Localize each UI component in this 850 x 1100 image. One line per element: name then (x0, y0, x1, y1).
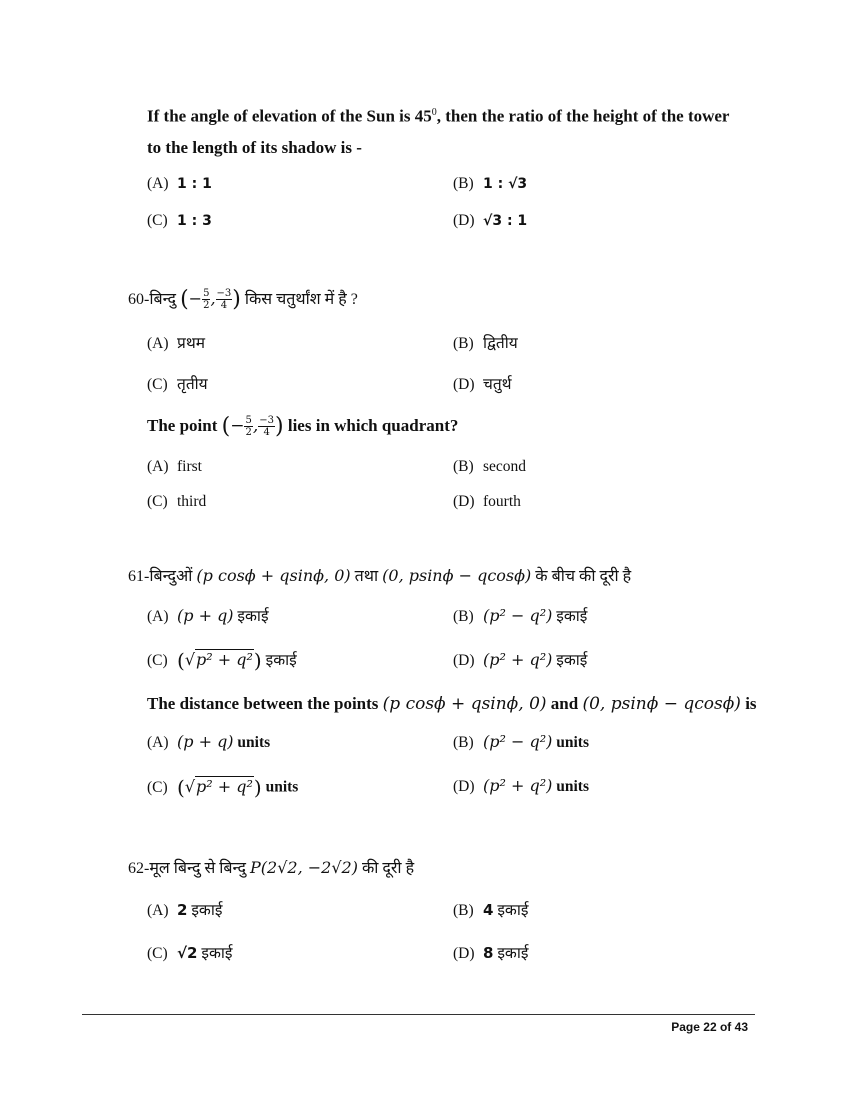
frac-den: 2 (245, 427, 252, 438)
option-value: तृतीय (177, 376, 208, 393)
q61-number: 61- (128, 568, 150, 585)
page-current: 22 (703, 1020, 717, 1034)
option-unit: इकाई (497, 902, 529, 919)
page-total: 43 (734, 1020, 748, 1034)
option-value: 1 : 3 (177, 213, 212, 229)
option-expression: (p² + q²) (483, 650, 553, 669)
q60-english-option-a[interactable] (147, 458, 202, 476)
option-unit: units (265, 778, 299, 796)
q59-option-d[interactable] (453, 212, 527, 230)
q60-english-option-d[interactable] (453, 493, 521, 511)
q60-hindi-option-d[interactable] (453, 372, 512, 394)
option-label: (C) (147, 493, 168, 510)
q62-point: P(2√2, −2√2) (250, 858, 358, 877)
option-value: द्वितीय (483, 335, 518, 352)
q61-english-option-b[interactable] (453, 732, 589, 752)
option-value: 1 : 1 (177, 176, 212, 192)
q61-english-and: and (550, 694, 579, 713)
q62-hindi-pre: मूल बिन्दु से बिन्दु (149, 860, 247, 877)
page-number (671, 1020, 748, 1034)
option-value: 8 (483, 944, 494, 962)
option-label: (D) (453, 493, 475, 510)
page-word: Page (671, 1020, 700, 1034)
option-label: (A) (147, 734, 169, 751)
q60-stem-english (147, 410, 767, 442)
option-unit: units (237, 734, 271, 751)
sqrt-radicand: p² + q² (196, 776, 253, 796)
q61-hindi-option-d[interactable] (453, 648, 587, 670)
footer-divider (82, 1014, 755, 1015)
q61-english-pre: The distance between the points (147, 694, 379, 713)
q60-english-option-b[interactable] (453, 458, 526, 476)
q61-english-option-c[interactable] (147, 775, 298, 799)
q61-point1: (p cosϕ + qsinϕ, 0) (196, 566, 351, 585)
q59-option-c[interactable] (147, 212, 212, 230)
option-label: (D) (453, 376, 475, 393)
option-value: 4 (483, 901, 494, 919)
option-value: 2 (177, 901, 188, 919)
q62-hindi-post: की दूरी है (361, 860, 415, 877)
option-unit: units (556, 778, 589, 795)
option-value: प्रथम (177, 335, 205, 352)
option-unit: इकाई (556, 608, 588, 625)
q59-option-a[interactable] (147, 175, 212, 193)
q61-hindi-option-b[interactable] (453, 604, 587, 626)
q60-hindi-post: किस चतुर्थांश में है ? (244, 291, 358, 308)
q61-english-post: is (745, 694, 757, 713)
q61-hindi-option-a[interactable] (147, 604, 269, 626)
option-label: (B) (453, 734, 474, 751)
option-label: (C) (147, 778, 168, 796)
q59-degree-sup: 0 (431, 107, 437, 118)
option-label: (B) (453, 175, 474, 192)
option-unit: इकाई (191, 902, 223, 919)
option-label: (D) (453, 778, 475, 795)
option-label: (C) (147, 652, 168, 669)
q60-number: 60- (128, 291, 150, 308)
option-unit: इकाई (237, 608, 269, 625)
frac-num: −3 (216, 288, 232, 299)
q61-hindi-pre: बिन्दुओं (149, 568, 193, 585)
option-expression: (p + q) (177, 606, 234, 625)
option-expression: (√p² + q²) (177, 648, 262, 673)
q60-hindi-pre: बिन्दु (149, 291, 177, 308)
option-label: (B) (453, 608, 474, 625)
page-of: of (719, 1020, 732, 1034)
option-unit: इकाई (201, 945, 233, 962)
option-value: second (483, 458, 527, 475)
sqrt-radicand: p² + q² (196, 650, 253, 669)
option-label: (C) (147, 212, 168, 229)
option-value: चतुर्थ (483, 376, 512, 393)
option-label: (A) (147, 608, 169, 625)
option-value: third (177, 493, 207, 510)
option-value: first (177, 458, 202, 475)
q61-hindi-option-c[interactable] (147, 648, 297, 673)
q62-option-a[interactable] (147, 898, 222, 920)
option-label: (D) (453, 652, 475, 669)
option-value: 1 : √3 (483, 176, 528, 192)
option-label: (A) (147, 335, 169, 352)
q60-english-post: lies in which quadrant? (287, 416, 459, 435)
option-label: (D) (453, 212, 475, 229)
q60-point: (− $\frac{5}{2}$ , $\frac{-3}{4}$ ) (180, 287, 241, 312)
q62-number: 62- (128, 860, 150, 877)
option-label: (D) (453, 945, 475, 962)
option-unit: इकाई (265, 652, 297, 669)
q60-hindi-option-c[interactable] (147, 372, 208, 394)
frac-den: 4 (263, 427, 270, 438)
option-label: (A) (147, 175, 169, 192)
q61-point2: (0, psinϕ − qcosϕ) (382, 566, 532, 585)
q62-option-c[interactable] (147, 941, 232, 963)
frac-num: −3 (259, 415, 275, 426)
frac-den: 4 (220, 300, 228, 311)
option-expression: (p² − q²) (483, 606, 553, 625)
option-value: √2 (177, 944, 198, 962)
option-unit: इकाई (556, 652, 588, 669)
option-expression: (√p² + q²) (177, 775, 262, 799)
q59-stem-line1-end: , then the ratio of the height of the tower (436, 106, 730, 126)
option-unit: units (556, 734, 589, 751)
option-expression: (p² − q²) (483, 732, 553, 751)
option-expression: (p² + q²) (483, 776, 553, 795)
q61-english-option-d[interactable] (453, 776, 589, 796)
q61-point2-english: (0, psinϕ − qcosϕ) (582, 694, 741, 714)
option-label: (B) (453, 902, 474, 919)
option-label: (B) (453, 458, 474, 475)
q61-point1-english: (p cosϕ + qsinϕ, 0) (382, 694, 547, 714)
q62-option-d[interactable] (453, 941, 528, 963)
option-label: (A) (147, 458, 169, 475)
q59-stem-line2: to the length of its shadow is - (147, 137, 362, 157)
frac-den: 2 (203, 300, 210, 311)
q60-english-option-c[interactable] (147, 493, 206, 511)
q61-stem-english (147, 688, 787, 720)
option-value: √3 : 1 (483, 213, 528, 229)
q61-hindi-and: तथा (354, 568, 379, 585)
q61-english-option-a[interactable] (147, 732, 270, 752)
q61-stem-hindi (128, 560, 778, 592)
option-label: (B) (453, 335, 474, 352)
q59-stem-line1: If the angle of elevation of the Sun is 45 (147, 106, 432, 126)
q62-option-b[interactable] (453, 898, 528, 920)
q60-hindi-option-b[interactable] (453, 331, 518, 353)
option-label: (A) (147, 902, 169, 919)
option-expression: (p + q) (177, 732, 234, 751)
q60-stem-hindi (128, 283, 768, 315)
frac-num: 5 (245, 415, 252, 426)
q59-option-b[interactable] (453, 175, 527, 193)
option-value: fourth (483, 493, 521, 510)
q60-hindi-option-a[interactable] (147, 331, 205, 353)
frac-num: 5 (203, 288, 210, 299)
option-label: (C) (147, 945, 168, 962)
q61-hindi-post: के बीच की दूरी है (535, 568, 632, 585)
q59-stem (147, 97, 767, 163)
q60-english-pre: The point (147, 416, 218, 435)
q60-point-english: (− $\frac{5}{2}$ , $\frac{-3}{4}$ ) (221, 414, 284, 439)
q62-stem-hindi (128, 852, 768, 884)
option-label: (C) (147, 376, 168, 393)
option-unit: इकाई (497, 945, 529, 962)
